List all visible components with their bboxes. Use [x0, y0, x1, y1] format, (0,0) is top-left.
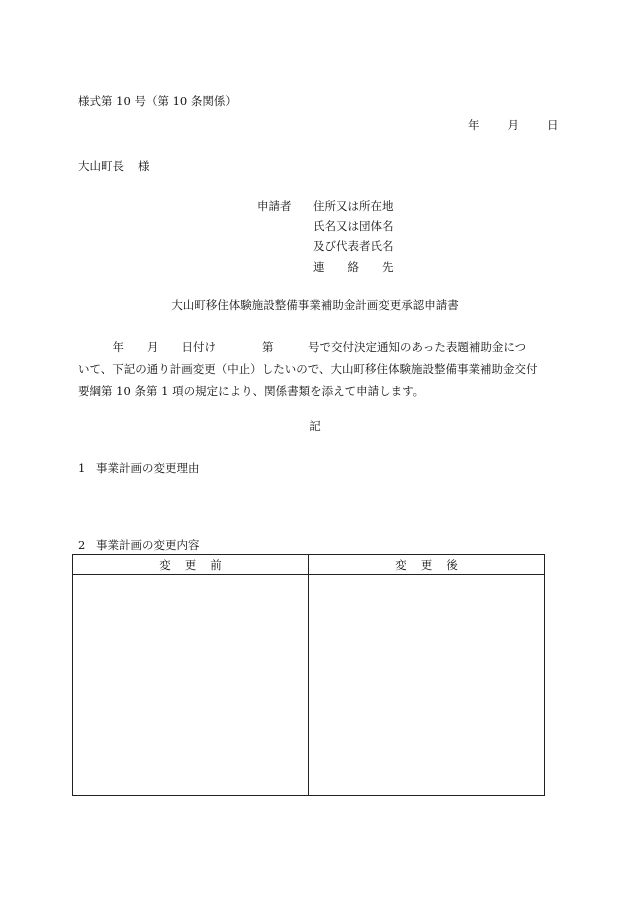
applicant-address: 住所又は所在地	[313, 199, 394, 213]
item-1-label: 事業計画の変更理由	[96, 461, 200, 475]
item-2	[78, 537, 200, 553]
addressee-name: 大山町長	[78, 159, 124, 173]
addressee	[78, 158, 150, 174]
applicant-contact	[313, 259, 394, 275]
item-2-label: 事業計画の変更内容	[96, 538, 200, 552]
item-1	[78, 460, 200, 476]
body-line-1: 年 月 日付け 第 号で交付決定通知のあった表題補助金につ	[78, 340, 527, 354]
cell-before[interactable]	[73, 575, 309, 796]
ki-heading: 記	[309, 419, 321, 433]
item-1-number: 1	[78, 461, 86, 475]
applicant-label: 申請者	[257, 199, 292, 213]
date-day: 日	[547, 118, 559, 132]
body-line-3: 要綱第 10 条第 1 項の規定により、関係書類を添えて申請します。	[78, 384, 425, 398]
change-table	[72, 554, 545, 796]
applicant-representative: 及び代表者氏名	[313, 239, 394, 253]
form-number: 様式第 10 号（第 10 条関係）	[78, 94, 237, 108]
addressee-honorific: 様	[138, 159, 150, 173]
body-line-2: いて、下記の通り計画変更（中止）したいので、大山町移住体験施設整備事業補助金交付	[78, 362, 538, 376]
body-text	[78, 336, 548, 402]
contact-char-1: 連	[313, 260, 325, 274]
header-after: 変 更 後	[309, 555, 545, 575]
cell-after[interactable]	[309, 575, 545, 796]
item-2-number: 2	[78, 538, 86, 552]
contact-char-2: 絡	[347, 260, 359, 274]
date-line	[468, 117, 559, 133]
date-month: 月	[507, 118, 519, 132]
applicant-name: 氏名又は団体名	[313, 219, 394, 233]
header-before: 変 更 前	[73, 555, 309, 575]
date-year: 年	[468, 118, 480, 132]
contact-char-3: 先	[382, 260, 394, 274]
document-title: 大山町移住体験施設整備事業補助金計画変更承認申請書	[171, 298, 459, 312]
